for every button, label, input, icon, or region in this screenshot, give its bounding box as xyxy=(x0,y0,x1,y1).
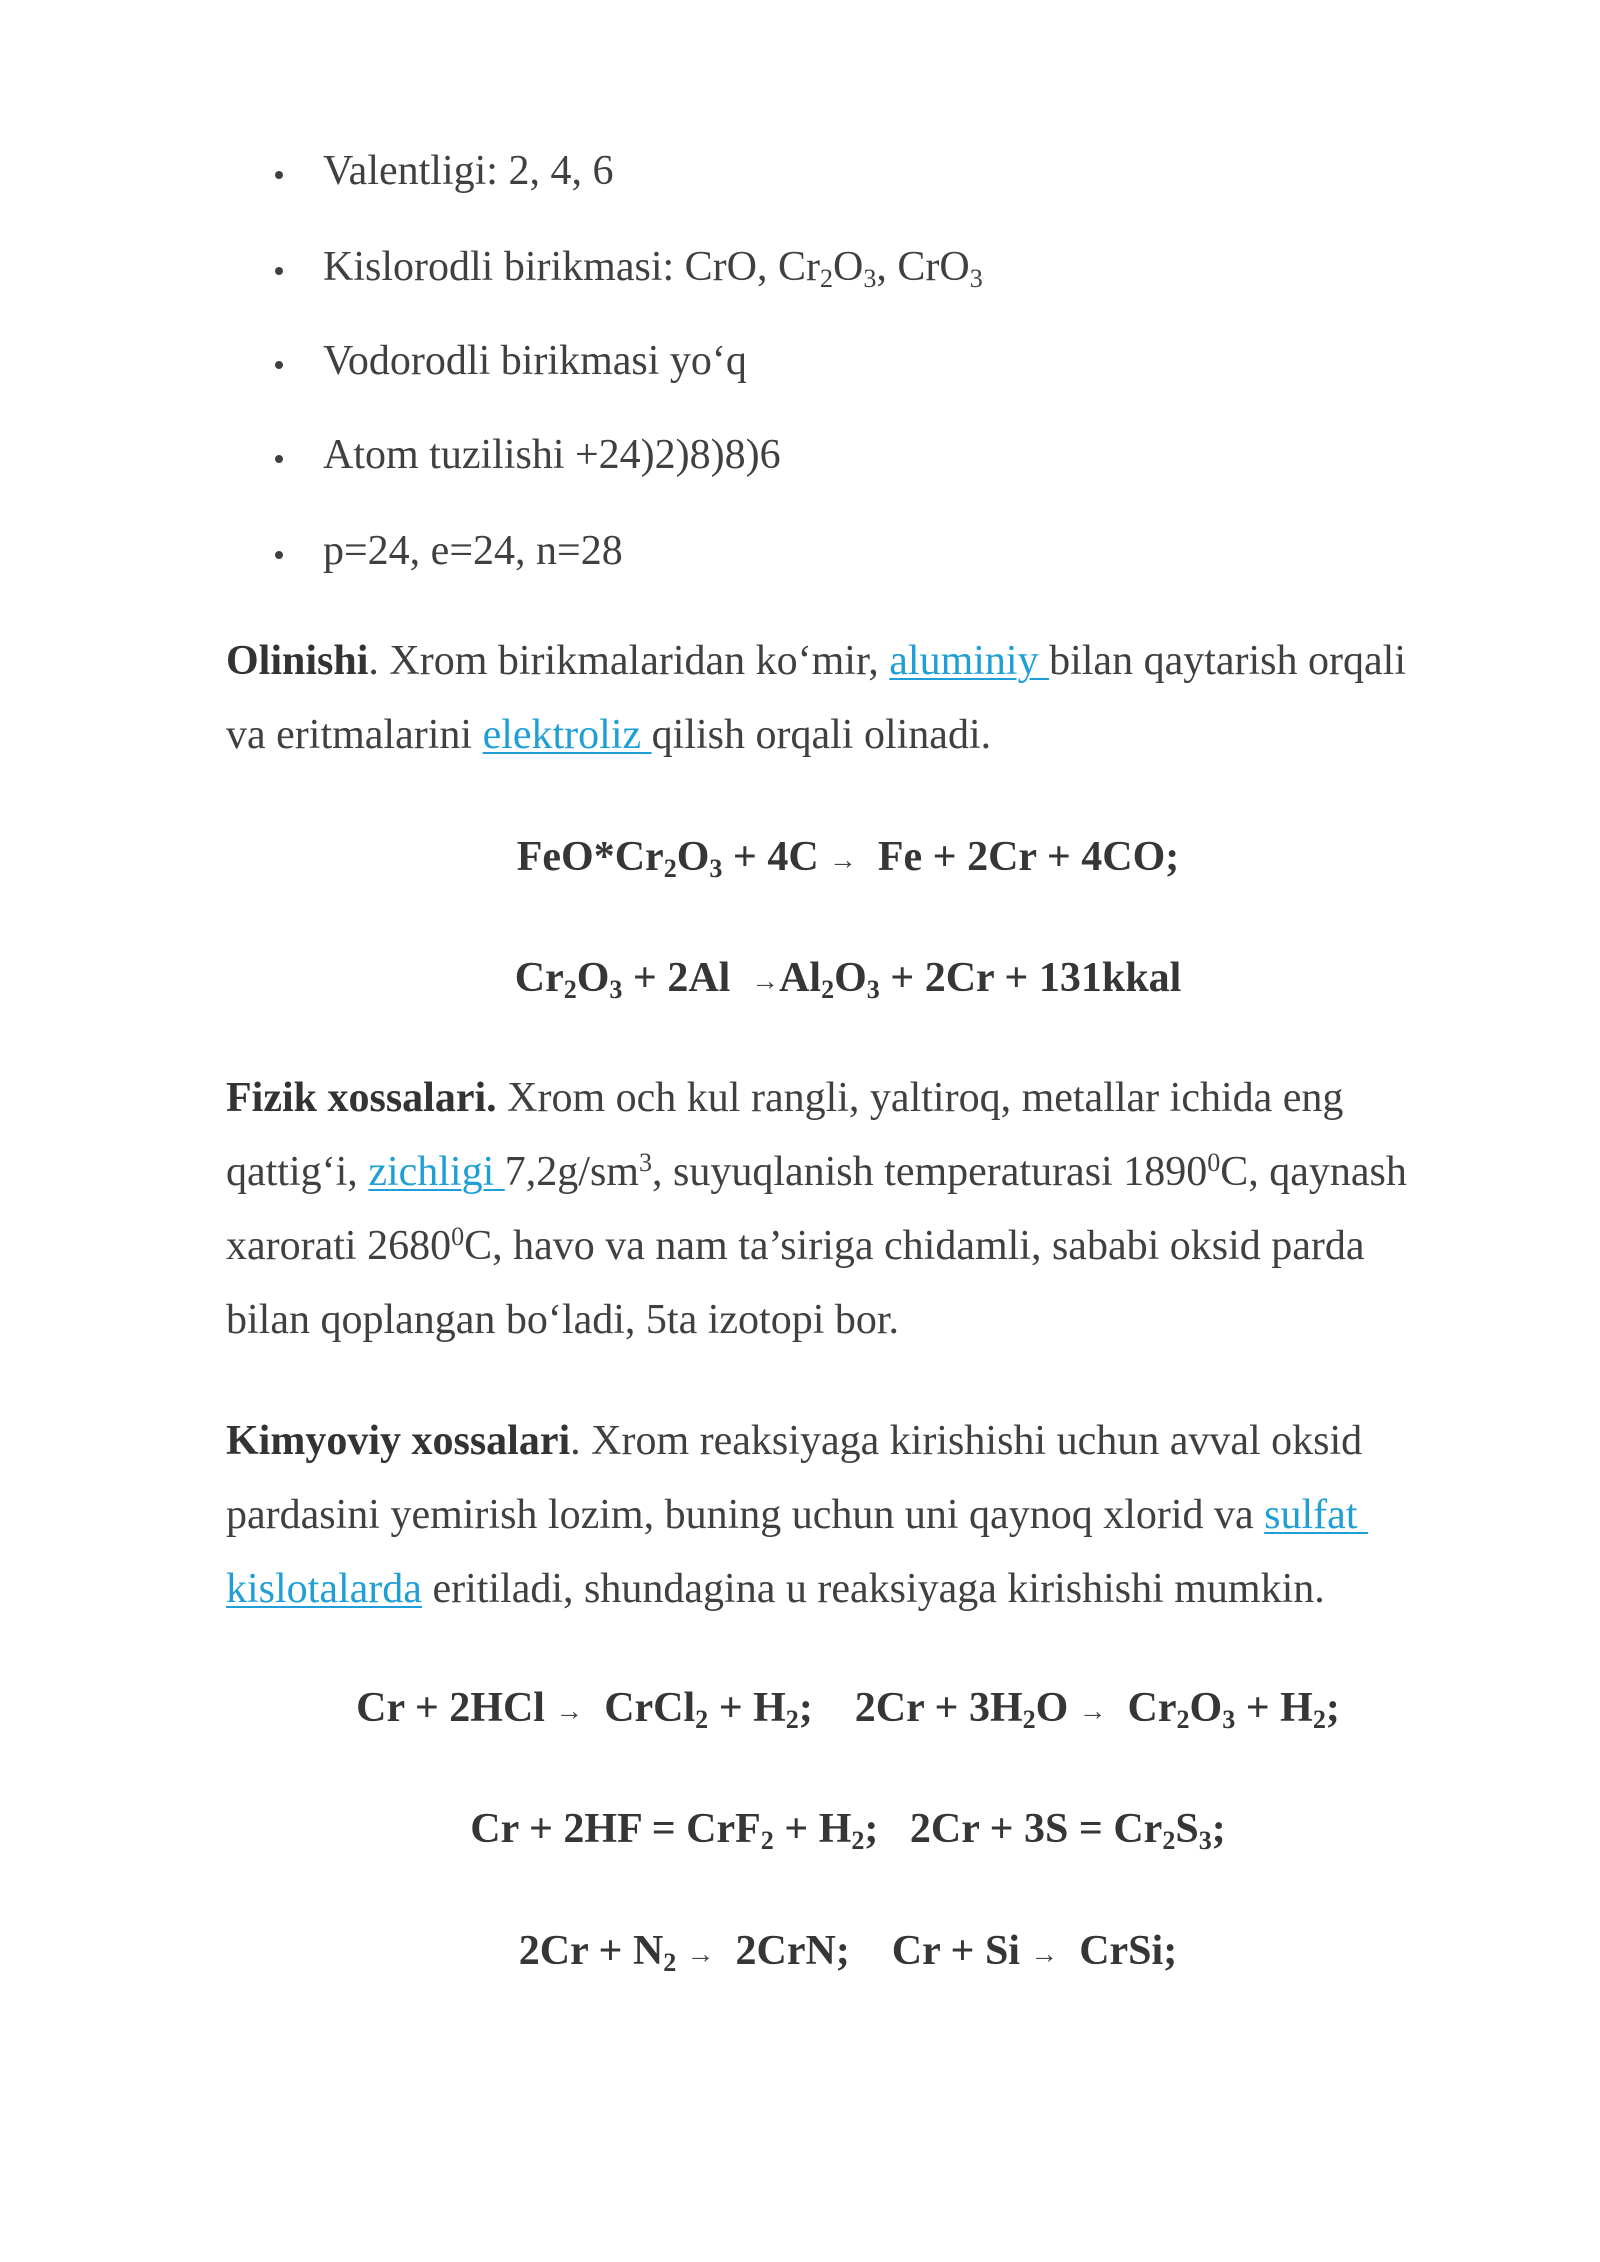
text-run: C, qaynash xyxy=(1220,1149,1407,1195)
text-run: + 2Cr + 131kkal xyxy=(879,955,1182,1001)
bullet-icon xyxy=(275,455,283,463)
superscript: 3 xyxy=(638,1147,652,1177)
bullet-icon xyxy=(275,171,283,179)
text-run: Vodorodli birikmasi yo‘q xyxy=(323,338,747,384)
text-run: ; xyxy=(1325,1685,1340,1731)
bullet-text xyxy=(323,230,983,304)
text-run: bilan qaytarish orqali xyxy=(1049,638,1406,684)
bullet-item xyxy=(0,514,1600,588)
paragraph-line xyxy=(226,1478,1368,1552)
text-run: S xyxy=(1175,1806,1199,1852)
text-run: + H xyxy=(708,1685,786,1731)
equation-line xyxy=(226,820,1470,894)
text-run: + H xyxy=(1235,1685,1313,1731)
bullet-icon xyxy=(275,267,283,275)
subscript: 2 xyxy=(1162,1826,1176,1856)
paragraph-line xyxy=(226,698,991,772)
text-run: O xyxy=(834,955,867,1001)
text-run: O xyxy=(1035,1685,1079,1731)
subscript: 3 xyxy=(709,854,723,884)
text-run: O xyxy=(576,955,610,1001)
bullet-icon xyxy=(275,361,283,369)
text-run: O xyxy=(1189,1685,1223,1731)
text-run: C, havo va nam ta’siriga chidamli, sababi oksid parda xyxy=(464,1223,1365,1269)
bullet-item xyxy=(0,418,1600,492)
text-run: + H xyxy=(773,1806,852,1852)
text-run: . Xrom birikmalaridan ko‘mir, xyxy=(368,638,890,684)
text-run: CrCl xyxy=(583,1685,696,1731)
reaction-arrow: → xyxy=(1078,1695,1107,1727)
paragraph-line xyxy=(226,1283,899,1357)
reaction-arrow: → xyxy=(751,965,780,997)
text-run: Cr + 2HCl xyxy=(356,1685,556,1731)
bullet-text xyxy=(323,324,747,398)
subscript: 3 xyxy=(866,975,880,1005)
superscript: 0 xyxy=(1207,1147,1221,1177)
text-run: , CrO xyxy=(876,244,970,290)
text-run: 2Cr + N xyxy=(518,1928,664,1974)
text-run: Valentligi: 2, 4, 6 xyxy=(323,148,614,194)
subscript: 3 xyxy=(863,264,877,294)
link-sulfat[interactable]: sulfat xyxy=(1264,1492,1368,1538)
text-run: qilish orqali olinadi. xyxy=(651,712,992,758)
equation-line xyxy=(226,1914,1470,1988)
bullet-item xyxy=(0,230,1600,304)
text-run: eritiladi, shundagina u reaksiyaga kirishishi mumkin. xyxy=(421,1566,1325,1612)
equation-line xyxy=(226,1792,1470,1866)
section-heading: Fizik xossalari. xyxy=(226,1075,497,1121)
text-run: pardasini yemirish lozim, buning uchun uni qaynoq xlorid va xyxy=(226,1492,1265,1538)
text-run: ; 2Cr + 3S = Cr xyxy=(864,1806,1163,1852)
text-run: ; xyxy=(1211,1806,1226,1852)
text-run: O xyxy=(833,244,864,290)
subscript: 2 xyxy=(821,975,835,1005)
bullet-item xyxy=(0,324,1600,398)
text-run: Cr + 2HF = CrF xyxy=(470,1806,761,1852)
text-run: bilan qoplangan bo‘ladi, 5ta izotopi bor. xyxy=(226,1297,900,1343)
text-run: Fe + 2Cr + 4CO; xyxy=(856,834,1180,880)
text-run: Al xyxy=(779,955,822,1001)
text-run: CrSi; xyxy=(1058,1928,1178,1974)
text-run: 2CrN; Cr + Si xyxy=(714,1928,1031,1974)
link-kislotalarda[interactable]: kislotalarda xyxy=(226,1566,422,1612)
subscript: 2 xyxy=(695,1705,709,1735)
text-run: + 2Al xyxy=(622,955,752,1001)
link-elektroliz[interactable]: elektroliz xyxy=(482,712,652,758)
paragraph-line xyxy=(226,1135,1407,1209)
section-heading: Kimyoviy xossalari xyxy=(226,1418,571,1464)
section-heading: Olinishi xyxy=(226,638,369,684)
subscript: 2 xyxy=(1022,1705,1036,1735)
text-run: FeO*Cr xyxy=(516,834,664,880)
superscript: 0 xyxy=(451,1221,465,1251)
text-run: Kislorodli birikmasi: CrO, Cr xyxy=(323,244,820,290)
reaction-arrow: → xyxy=(1030,1938,1059,1970)
subscript: 3 xyxy=(969,264,983,294)
bullet-text xyxy=(323,514,623,588)
reaction-arrow: → xyxy=(555,1695,584,1727)
text-run: va eritmalarini xyxy=(226,712,483,758)
text-run: , suyuqlanish temperaturasi 1890 xyxy=(651,1149,1208,1195)
subscript: 2 xyxy=(760,1826,774,1856)
subscript: 2 xyxy=(820,264,834,294)
text-run: O xyxy=(676,834,710,880)
bullet-text xyxy=(323,134,613,208)
text-run: ; 2Cr + 3H xyxy=(798,1685,1023,1731)
paragraph-line xyxy=(226,1404,1362,1478)
bullet-icon xyxy=(275,551,283,559)
subscript: 2 xyxy=(1176,1705,1190,1735)
subscript: 2 xyxy=(563,975,577,1005)
subscript: 2 xyxy=(663,1948,677,1978)
link-zichligi[interactable]: zichligi xyxy=(368,1149,505,1195)
subscript: 3 xyxy=(1198,1826,1212,1856)
paragraph-line xyxy=(226,1209,1365,1283)
text-run: Xrom och kul rangli, yaltiroq, metallar ichida eng xyxy=(496,1075,1344,1121)
paragraph-line xyxy=(226,1061,1343,1135)
paragraph-line xyxy=(226,624,1406,698)
text-run: qattig‘i, xyxy=(226,1149,369,1195)
text-run: 7,2g/sm xyxy=(504,1149,639,1195)
text-run xyxy=(676,1928,687,1974)
text-run: + 4C xyxy=(722,834,830,880)
bullet-item xyxy=(0,134,1600,208)
text-run: Cr xyxy=(1106,1685,1177,1731)
text-run: Cr xyxy=(514,955,564,1001)
text-run: xarorati 2680 xyxy=(226,1223,452,1269)
subscript: 3 xyxy=(1222,1705,1236,1735)
text-run: Atom tuzilishi +24)2)8)8)6 xyxy=(323,432,781,478)
subscript: 2 xyxy=(785,1705,799,1735)
equation-line xyxy=(226,1671,1470,1745)
subscript: 2 xyxy=(1312,1705,1326,1735)
paragraph-line xyxy=(226,1552,1325,1626)
reaction-arrow: → xyxy=(829,844,857,876)
link-aluminiy[interactable]: aluminiy xyxy=(889,638,1050,684)
text-run: p=24, e=24, n=28 xyxy=(323,528,623,574)
subscript: 3 xyxy=(609,975,623,1005)
subscript: 2 xyxy=(663,854,677,884)
subscript: 2 xyxy=(851,1826,865,1856)
reaction-arrow: → xyxy=(686,1938,715,1970)
bullet-text xyxy=(323,418,781,492)
equation-line xyxy=(226,941,1470,1015)
text-run: . Xrom reaksiyaga kirishishi uchun avval oksid xyxy=(570,1418,1363,1464)
